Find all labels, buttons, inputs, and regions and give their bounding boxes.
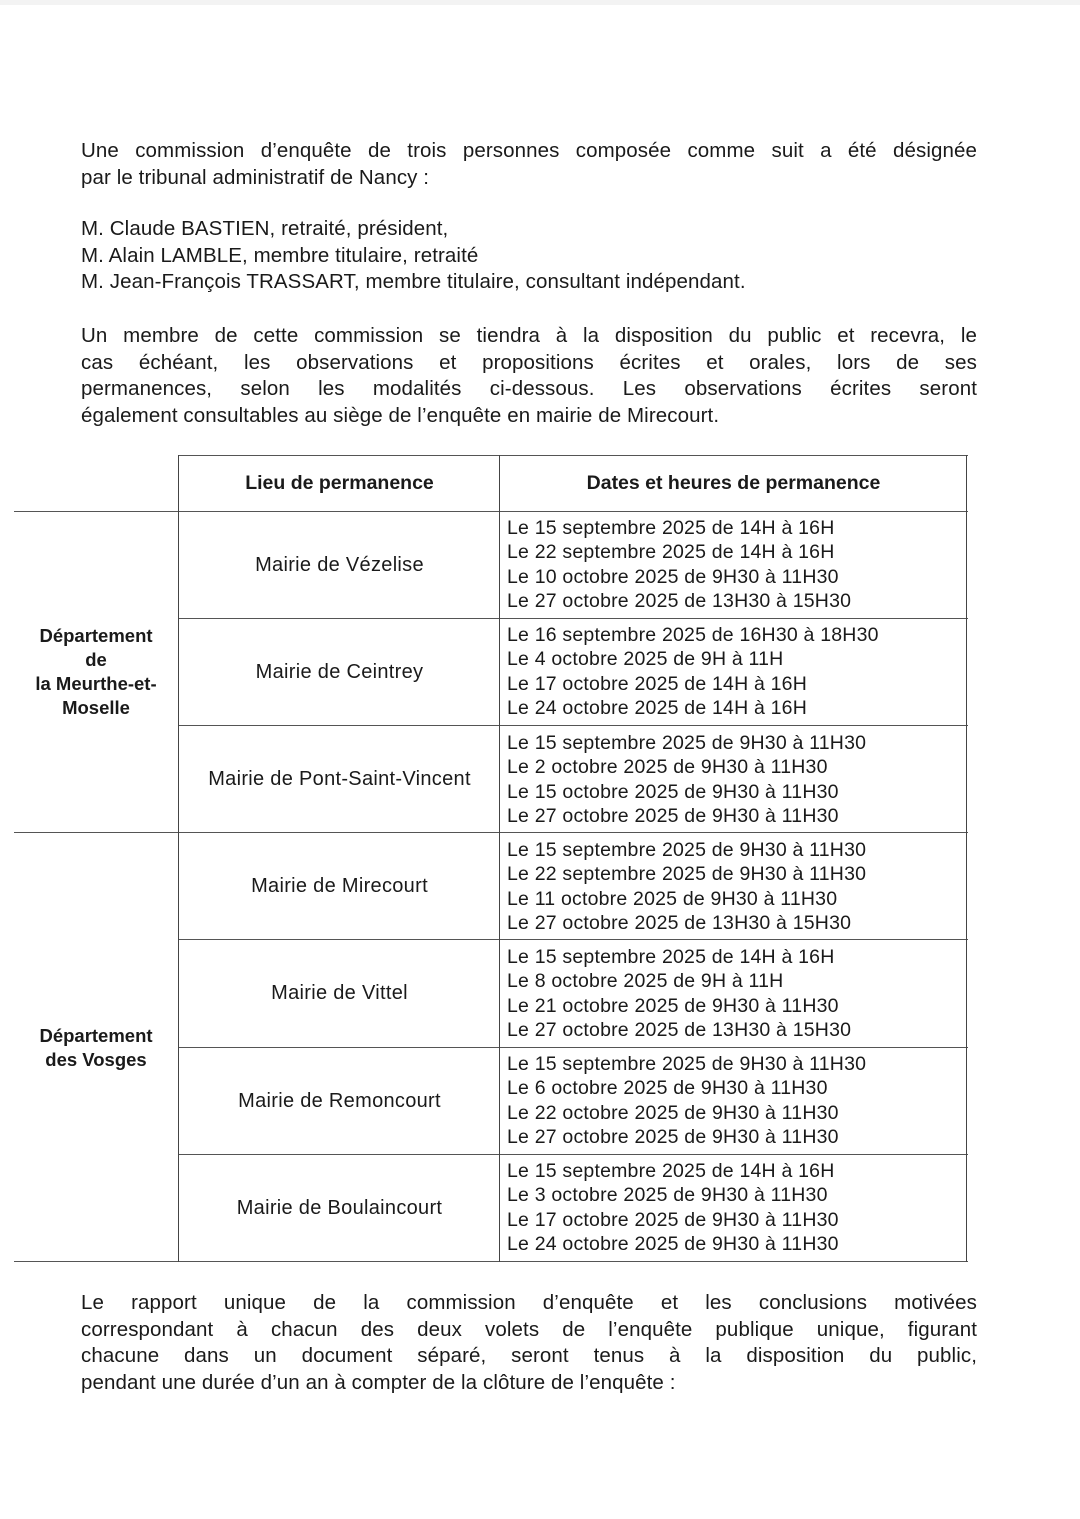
report-line: pendant une durée d’un an à compter de la clôture de l’enquête :	[81, 1370, 676, 1394]
availability-line: cas échéant, les observations et propositions écrites et orales, lors de ses	[81, 350, 977, 374]
table-border	[499, 455, 500, 1262]
date-entry: Le 16 septembre 2025 de 16H30 à 18H30	[507, 624, 879, 646]
availability-line: également consultables au siège de l’enquête en mairie de Mirecourt.	[81, 403, 720, 427]
date-entry: Le 17 octobre 2025 de 14H à 16H	[507, 672, 808, 695]
department-name-line: Département	[39, 625, 153, 646]
place-ceintrey: Mairie de Ceintrey	[255, 660, 424, 683]
place-boulaincourt: Mairie de Boulaincourt	[236, 1196, 443, 1219]
intro-line: par le tribunal administratif de Nancy :	[81, 165, 430, 189]
page-top-band	[0, 0, 1080, 5]
date-entry: Le 27 octobre 2025 de 9H30 à 11H30	[507, 804, 839, 827]
date-entry: Le 22 septembre 2025 de 9H30 à 11H30	[507, 863, 867, 886]
report-line: correspondant à chacun des deux volets de l’enquête publique unique, figurant	[81, 1317, 977, 1341]
date-entry: Le 3 octobre 2025 de 9H30 à 11H30	[507, 1184, 828, 1207]
dates-mirecourt	[507, 838, 866, 935]
date-entry: Le 15 septembre 2025 de 14H à 16H	[507, 946, 835, 968]
intro-paragraph	[81, 138, 977, 191]
column-header-dates: Dates et heures de permanence	[586, 472, 881, 494]
availability-line: permanences, selon les modalités ci-dessous. Les observations écrites seront	[81, 377, 977, 400]
date-entry: Le 27 octobre 2025 de 9H30 à 11H30	[507, 1125, 839, 1148]
place-vittel: Mairie de Vittel	[271, 982, 408, 1004]
department-name-line: la Meurthe-et-	[35, 673, 157, 694]
date-entry: Le 2 octobre 2025 de 9H30 à 11H30	[507, 756, 828, 779]
date-entry: Le 27 octobre 2025 de 13H30 à 15H30	[507, 589, 852, 612]
member-item: M. Claude BASTIEN, retraité, président,	[81, 217, 449, 240]
dates-vittel	[507, 945, 851, 1042]
date-entry: Le 27 octobre 2025 de 13H30 à 15H30	[507, 911, 852, 934]
date-entry: Le 22 octobre 2025 de 9H30 à 11H30	[507, 1101, 839, 1124]
place-remoncourt: Mairie de Remoncourt	[238, 1089, 441, 1112]
date-entry: Le 21 octobre 2025 de 9H30 à 11H30	[507, 994, 839, 1017]
date-entry: Le 22 septembre 2025 de 14H à 16H	[507, 541, 835, 564]
dates-remoncourt	[507, 1052, 866, 1149]
place-vezelise: Mairie de Vézelise	[255, 553, 424, 576]
department-vosges	[14, 1024, 178, 1072]
date-entry: Le 15 septembre 2025 de 14H à 16H	[507, 517, 835, 539]
department-name-line: de	[85, 649, 107, 670]
report-line: Le rapport unique de la commission d’enquête et les conclusions motivées	[81, 1291, 977, 1314]
department-name-line: des Vosges	[45, 1049, 147, 1070]
date-entry: Le 8 octobre 2025 de 9H à 11H	[507, 970, 784, 993]
table-border	[178, 455, 179, 1262]
member-item: M. Alain LAMBLE, membre titulaire, retraité	[81, 243, 479, 267]
commission-members-list	[81, 216, 977, 296]
column-header-place: Lieu de permanence	[245, 472, 434, 494]
date-entry: Le 15 septembre 2025 de 9H30 à 11H30	[507, 1053, 867, 1075]
dates-vezelise	[507, 516, 851, 613]
date-entry: Le 15 octobre 2025 de 9H30 à 11H30	[507, 780, 839, 803]
table-border	[966, 455, 967, 1262]
date-entry: Le 4 octobre 2025 de 9H à 11H	[507, 648, 784, 671]
date-entry: Le 15 septembre 2025 de 14H à 16H	[507, 1160, 835, 1182]
date-entry: Le 24 octobre 2025 de 9H30 à 11H30	[507, 1232, 839, 1255]
department-name-line: Moselle	[62, 697, 130, 718]
date-entry: Le 11 octobre 2025 de 9H30 à 11H30	[507, 887, 838, 910]
dates-ceintrey	[507, 623, 879, 720]
intro-line: Une commission d’enquête de trois personnes composée comme suit a été désignée	[81, 139, 977, 162]
dates-pont-saint-vincent	[507, 731, 866, 828]
date-entry: Le 27 octobre 2025 de 13H30 à 15H30	[507, 1018, 852, 1041]
availability-paragraph	[81, 323, 977, 429]
date-entry: Le 15 septembre 2025 de 9H30 à 11H30	[507, 839, 867, 861]
date-entry: Le 24 octobre 2025 de 14H à 16H	[507, 696, 808, 719]
department-meurthe-et-moselle	[14, 624, 178, 720]
date-entry: Le 6 octobre 2025 de 9H30 à 11H30	[507, 1077, 828, 1100]
table-border	[14, 1261, 968, 1262]
member-item: M. Jean-François TRASSART, membre titulaire, consultant indépendant.	[81, 270, 746, 293]
date-entry: Le 10 octobre 2025 de 9H30 à 11H30	[507, 565, 839, 588]
date-entry: Le 17 octobre 2025 de 9H30 à 11H30	[507, 1208, 839, 1231]
date-entry: Le 15 septembre 2025 de 9H30 à 11H30	[507, 732, 867, 754]
place-pont-saint-vincent: Mairie de Pont-Saint-Vincent	[208, 767, 471, 790]
place-mirecourt: Mairie de Mirecourt	[251, 874, 428, 897]
department-name-line: Département	[39, 1025, 153, 1046]
report-paragraph	[81, 1290, 977, 1396]
dates-boulaincourt	[507, 1159, 839, 1256]
report-line: chacune dans un document séparé, seront tenus à la disposition du public,	[81, 1344, 977, 1367]
availability-line: Un membre de cette commission se tiendra à la disposition du public et recevra, le	[81, 324, 977, 347]
